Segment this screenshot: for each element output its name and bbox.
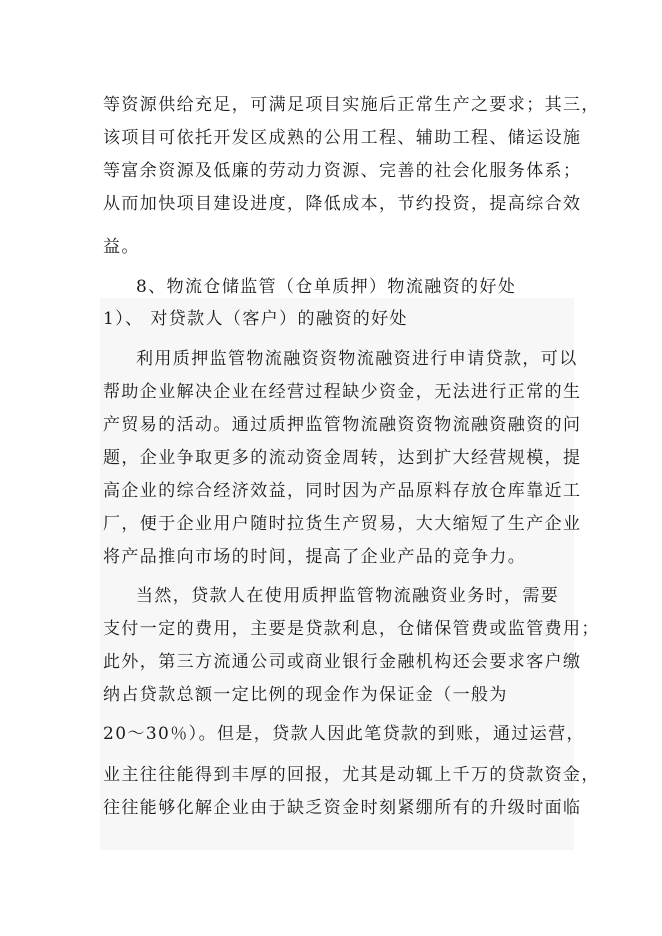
text-line: 题，企业争取更多的流动资金周转，达到扩大经营规模，提 (103, 448, 582, 468)
text-line: 等富余资源及低廉的劳动力资源、完善的社会化服务体系； (103, 161, 582, 181)
text-line: 帮助企业解决企业在经营过程缺少资金，无法进行正常的生 (103, 382, 582, 402)
text-line: 产贸易的活动。通过质押监管物流融资资物流融资融资的问 (103, 415, 582, 435)
sub-heading: 1）、 对贷款人（客户）的融资的好处 (103, 309, 408, 329)
text-line: 从而加快项目建设进度，降低成本，节约投资，提高综合效 (103, 194, 582, 214)
section-heading: 8、物流仓储监管（仓单质押）物流融资的好处 (136, 277, 517, 297)
text-line: 该项目可依托开发区成熟的公用工程、辅助工程、储运设施 (103, 128, 582, 148)
text-line: 等资源供给充足，可满足项目实施后正常生产之要求；其三， (103, 95, 600, 115)
text-line: 业主往往能得到丰厚的回报，尤其是动辄上千万的贷款资金， (103, 765, 600, 785)
text-line: 20～30％）。但是，贷款人因此笔贷款的到账，通过运营， (103, 724, 585, 744)
text-line: 高企业的综合经济效益，同时因为产品原料存放仓库靠近工 (103, 481, 582, 501)
text-line: 利用质押监管物流融资资物流融资进行申请贷款，可以 (136, 349, 578, 369)
text-line: 支付一定的费用，主要是贷款利息，仓储保管费或监管费用； (103, 619, 600, 639)
text-line: 益。 (103, 237, 140, 257)
text-line: 厂，便于企业用户随时拉货生产贸易，大大缩短了生产企业 (103, 514, 582, 534)
text-line: 当然，贷款人在使用质押监管物流融资业务时，需要 (136, 586, 560, 606)
text-line: 纳占贷款总额一定比例的现金作为保证金（一般为 (103, 685, 508, 705)
text-line: 此外，第三方流通公司或商业银行金融机构还会要求客户缴 (103, 652, 582, 672)
text-line: 将产品推向市场的时间，提高了企业产品的竞争力。 (103, 547, 527, 567)
text-line: 往往能够化解企业由于缺乏资金时刻紧绷所有的升级时面临 (103, 798, 582, 818)
